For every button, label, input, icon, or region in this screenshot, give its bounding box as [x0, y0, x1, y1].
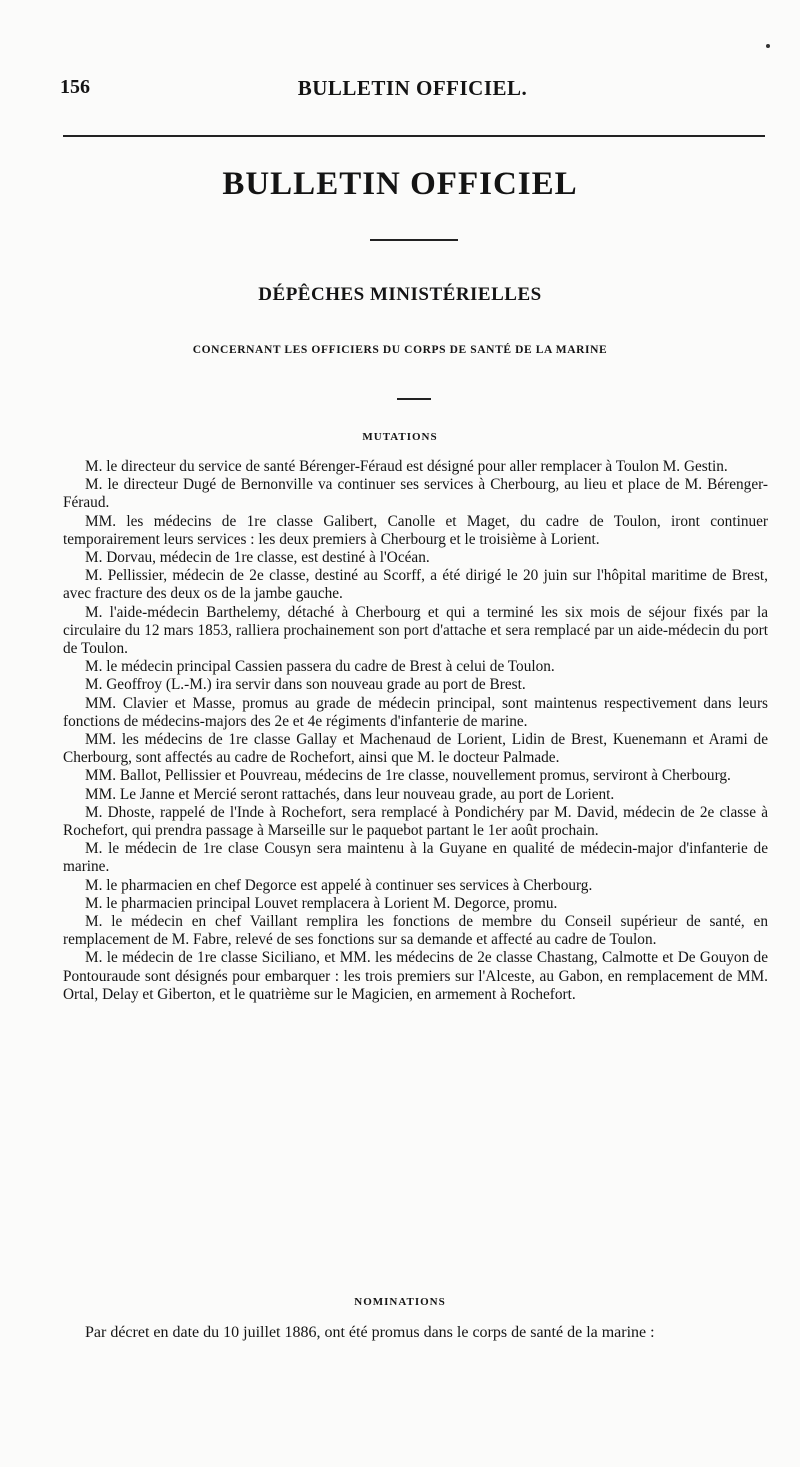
paragraph: Par décret en date du 10 juillet 1886, ont été promus dans le corps de santé de la marine :: [85, 1324, 655, 1341]
mutations-body: [63, 458, 768, 1004]
paragraph: M. le pharmacien principal Louvet remplacera à Lorient M. Degorce, promu.: [85, 894, 558, 912]
nominations-heading: NOMINATIONS: [354, 1296, 446, 1308]
paragraph: M. le pharmacien en chef Degorce est appelé à continuer ses services à Cherbourg.: [85, 876, 593, 894]
section-subtitle: DÉPÊCHES MINISTÉRIELLES: [258, 284, 542, 305]
paragraph: M. le médecin en chef Vaillant remplira les fonctions de membre du Conseil supérieur de santé, en remplacement de M. Fabre, relevé de ses fonctions sur sa demande et affecté au cadre de Toulon.: [63, 913, 768, 949]
mutations-heading: MUTATIONS: [362, 431, 438, 443]
paragraph: M. Dorvau, médecin de 1re classe, est destiné à l'Océan.: [85, 549, 430, 567]
paragraph: M. le directeur du service de santé Bérenger-Féraud est désigné pour aller remplacer à Toulon M. Gestin.: [85, 458, 728, 475]
paragraph: MM. Le Janne et Mercié seront rattachés, dans leur nouveau grade, au port de Lorient.: [85, 785, 615, 803]
page-header: [60, 76, 765, 106]
title-rule: [370, 239, 458, 241]
paragraph: M. l'aide-médecin Barthelemy, détaché à Cherbourg et qui a terminé les six mois de séjour fixés par la circulaire du 12 mars 1853, ralliera prochainement son port d'attache et sera remplacé par un aide-médecin du port de Toulon.: [63, 603, 768, 658]
paragraph: M. le médecin principal Cassien passera du cadre de Brest à celui de Toulon.: [85, 658, 555, 676]
concernant-line: CONCERNANT LES OFFICIERS DU CORPS DE SANTÉ DE LA MARINE: [192, 344, 608, 356]
main-title: BULLETIN OFFICIEL: [222, 166, 578, 202]
paragraph: M. Dhoste, rappelé de l'Inde à Rochefort, sera remplacé à Pondichéry par M. David, médecin de 2e classe à Rochefort, qui prendra passage à Marseille sur le paquebot partant le 1er août prochain.: [63, 803, 768, 840]
paragraph: M. le médecin de 1re classe Siciliano, et MM. les médecins de 2e classe Chastang, Calmotte et De Gouyon de Pontouraude sont désignés pour embarquer : les trois premiers sur l'Alceste, au Gabon, en remplacement de MM. Ortal, Delay et Giberton, et le quatrième sur le Magicien, en armement à Rochefort.: [63, 949, 768, 1003]
paragraph: M. Pellissier, médecin de 2e classe, destiné au Scorff, a été dirigé le 20 juin sur l'hôpital maritime de Brest, avec fracture des deux os de la jambe gauche.: [63, 567, 768, 603]
paragraph: MM. Clavier et Masse, promus au grade de médecin principal, sont maintenus respectivement dans leurs fonctions de médecins-majors des 2e et 4e régiments d'infanterie de marine.: [63, 694, 768, 730]
paragraph: M. le médecin de 1re clase Cousyn sera maintenu à la Guyane en qualité de médecin-major d'infanterie de marine.: [63, 840, 768, 876]
speck-mark: [766, 44, 770, 48]
paragraph: M. le directeur Dugé de Bernonville va continuer ses services à Cherbourg, au lieu et place de M. Bérenger-Féraud.: [63, 476, 768, 512]
header-rule: [63, 135, 765, 137]
page-number: 156: [60, 76, 90, 98]
paragraph: MM. les médecins de 1re classe Gallay et Machenaud de Lorient, Lidin de Brest, Kuenemann et Arami de Cherbourg, sont affectés au cadre de Rochefort, ainsi que M. le docteur Palmade.: [63, 731, 768, 767]
running-title: BULLETIN OFFICIEL.: [297, 76, 528, 100]
paragraph: MM. les médecins de 1re classe Galibert, Canolle et Maget, du cadre de Toulon, iront continuer temporairement leurs services : les deux premiers à Cherbourg et le troisième à Lorient.: [63, 512, 768, 548]
nominations-body: [63, 1323, 768, 1342]
short-rule: [397, 398, 431, 400]
paragraph: MM. Ballot, Pellissier et Pouvreau, médecins de 1re classe, nouvellement promus, serviront à Cherbourg.: [85, 767, 731, 785]
paragraph: M. Geoffroy (L.-M.) ira servir dans son nouveau grade au port de Brest.: [85, 676, 526, 694]
